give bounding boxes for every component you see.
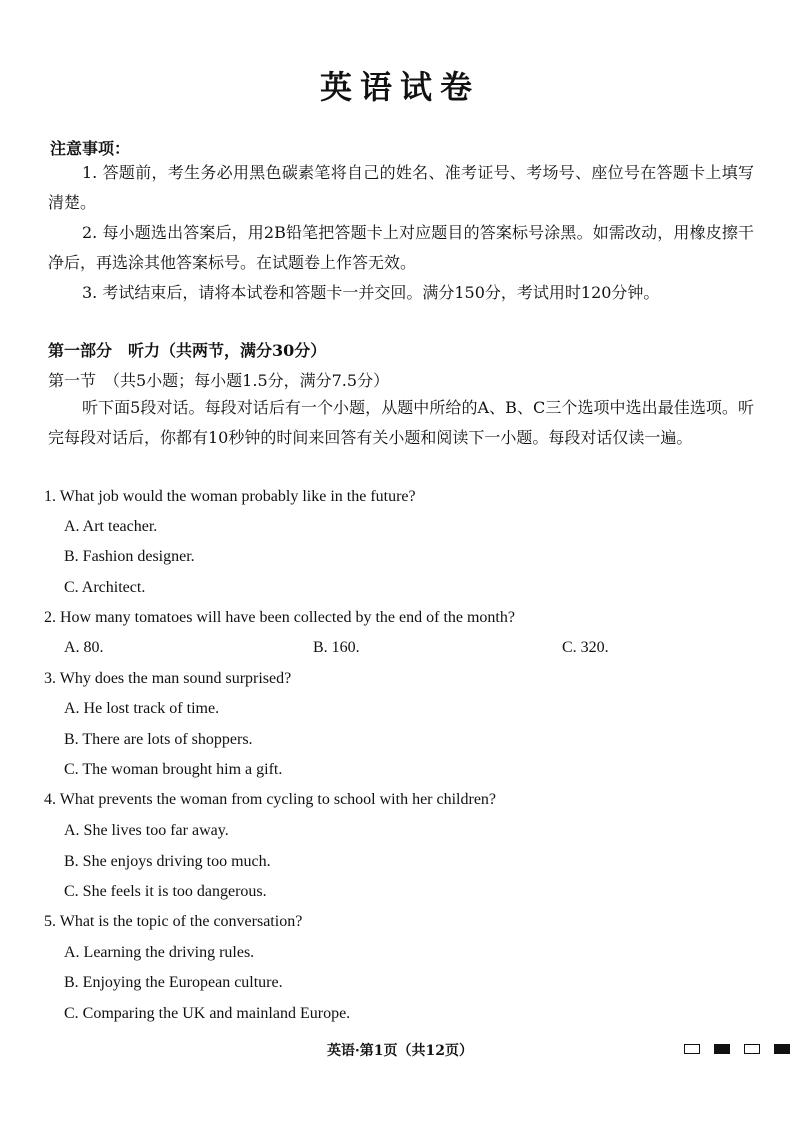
notice-heading: 注意事项： [50, 139, 131, 158]
q1-option-a: A. Art teacher. [64, 518, 158, 535]
q4-option-b: B. She enjoys driving too much. [64, 853, 271, 870]
open-mark-3 [744, 1044, 760, 1054]
q2-option-c: C. 320. [562, 639, 609, 656]
q3-option-b: B. There are lots of shoppers. [64, 731, 253, 748]
q1-option-c: C. Architect. [64, 579, 146, 596]
part1-heading: 第一部分 听力（共两节，满分30分） [48, 341, 327, 360]
open-mark-1 [684, 1044, 700, 1054]
question-1: 1. What job would the woman probably like in the future? [44, 488, 416, 505]
registration-marks [684, 1044, 790, 1054]
q4-option-a: A. She lives too far away. [64, 822, 229, 839]
question-2: 2. How many tomatoes will have been collected by the end of the month? [44, 609, 515, 626]
q4-option-c: C. She feels it is too dangerous. [64, 883, 267, 900]
listening-directions: 听下面5段对话。每段对话后有一个小题，从题中所给的A、B、C三个选项中选出最佳选项。听完每段对话后，你都有10秒钟的时间来回答有关小题和阅读下一小题。每段对话仅读一遍。 [48, 398, 754, 447]
q3-option-a: A. He lost track of time. [64, 700, 220, 717]
q1-option-b: B. Fashion designer. [64, 548, 195, 565]
question-3: 3. Why does the man sound surprised? [44, 670, 292, 687]
notice-item-2: 2. 每小题选出答案后，用2B铅笔把答题卡上对应题目的答案标号涂黑。如需改动，用橡皮擦干净后，再选涂其他答案标号。在试题卷上作答无效。 [48, 223, 754, 272]
notice-item-3: 3. 考试结束后，请将本试卷和答题卡一并交回。满分150分，考试用时120分钟。 [82, 283, 660, 302]
q2-option-a: A. 80. [64, 639, 104, 656]
filled-mark-2 [714, 1044, 730, 1054]
exam-title: 英语试卷 [319, 68, 480, 106]
page-footer: 英语·第1页（共12页） [326, 1043, 474, 1059]
q2-option-b: B. 160. [313, 639, 360, 656]
q3-option-c: C. The woman brought him a gift. [64, 761, 283, 778]
question-4: 4. What prevents the woman from cycling to school with her children? [44, 791, 497, 808]
filled-mark-4 [774, 1044, 790, 1054]
section1-heading: 第一节 （共5小题；每小题1.5分，满分7.5分） [48, 371, 390, 390]
q5-option-b: B. Enjoying the European culture. [64, 974, 283, 991]
q5-option-c: C. Comparing the UK and mainland Europe. [64, 1005, 351, 1022]
q5-option-a: A. Learning the driving rules. [64, 944, 255, 961]
question-5: 5. What is the topic of the conversation? [44, 913, 303, 930]
notice-item-1: 1. 答题前，考生务必用黑色碳素笔将自己的姓名、准考证号、考场号、座位号在答题卡上填写清楚。 [48, 163, 754, 212]
